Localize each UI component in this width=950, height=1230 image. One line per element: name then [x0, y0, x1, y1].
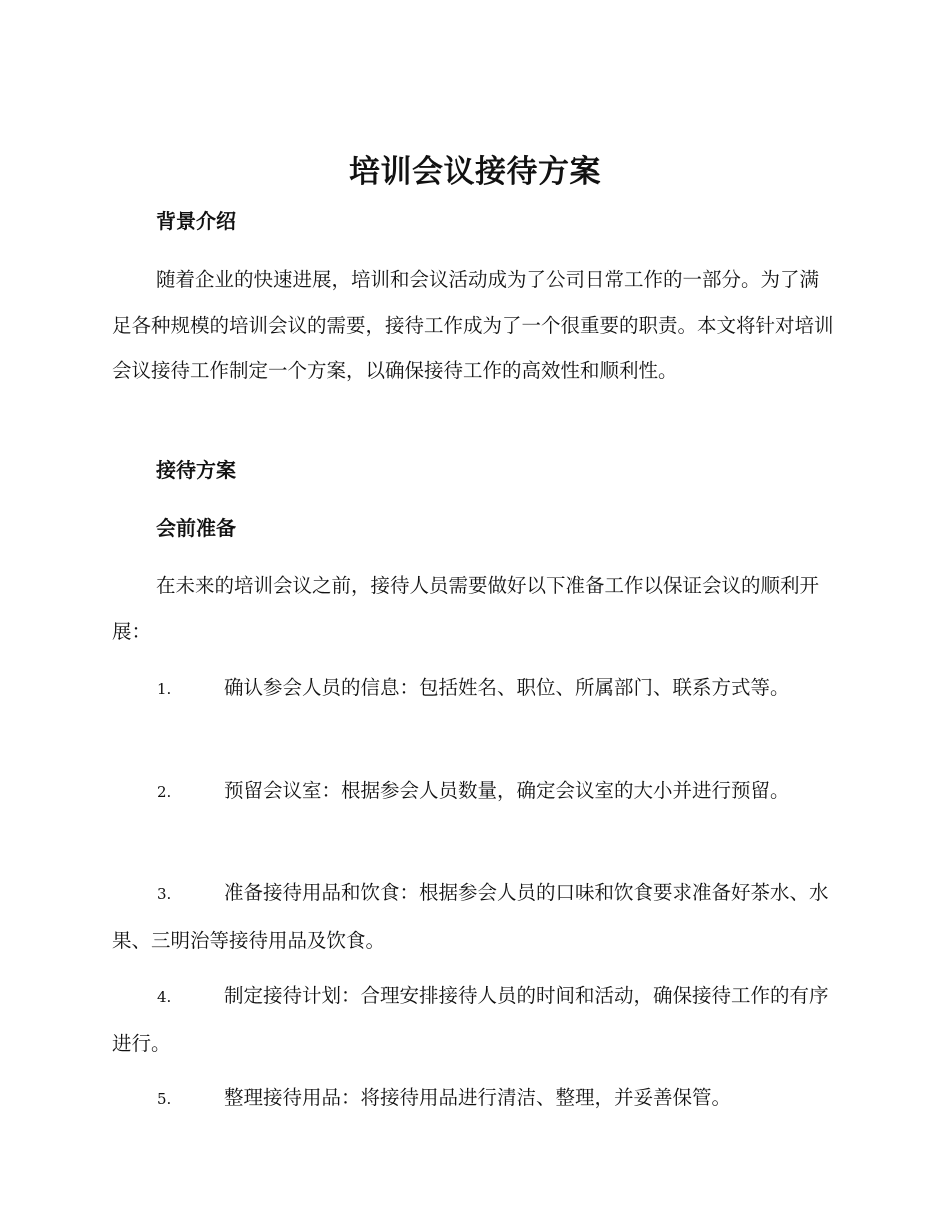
list-item-text: 确认参会人员的信息：包括姓名、职位、所属部门、联系方式等。	[224, 676, 790, 699]
background-paragraph: 随着企业的快速进展，培训和会议活动成为了公司日常工作的一部分。为了满足各种规模的培训会议的需要，接待工作成为了一个很重要的职责。本文将针对培训会议接待工作制定一个方案，以确保接待工作的高效性和顺利性。	[112, 268, 834, 382]
list-item	[112, 973, 834, 1066]
list-item-text: 准备接待用品和饮食：根据参会人员的口味和饮食要求准备好茶水、水果、三明治等接待用品及饮食。	[112, 881, 829, 952]
list-item-number: 2.	[157, 783, 172, 801]
document-title: 培训会议接待方案	[349, 154, 601, 190]
list-item	[112, 1075, 834, 1123]
list-item	[112, 768, 834, 816]
section-heading-preparation: 会前准备	[156, 516, 236, 540]
preparation-paragraph: 在未来的培训会议之前，接待人员需要做好以下准备工作以保证会议的顺利开展：	[112, 574, 820, 643]
list-item-number: 3.	[157, 885, 172, 903]
section-heading-background: 背景介绍	[156, 209, 236, 233]
section-heading-plan: 接待方案	[156, 458, 236, 482]
list-item	[112, 665, 834, 713]
list-item-text: 整理接待用品：将接待用品进行清洁、整理，并妥善保管。	[224, 1086, 732, 1109]
list-item-text: 制定接待计划：合理安排接待人员的时间和活动，确保接待工作的有序进行。	[112, 984, 829, 1055]
list-item-number: 4.	[157, 988, 172, 1006]
list-item	[112, 870, 834, 963]
list-item-number: 1.	[157, 680, 172, 698]
list-item-number: 5.	[157, 1090, 172, 1108]
list-item-text: 预留会议室：根据参会人员数量，确定会议室的大小并进行预留。	[224, 779, 790, 802]
